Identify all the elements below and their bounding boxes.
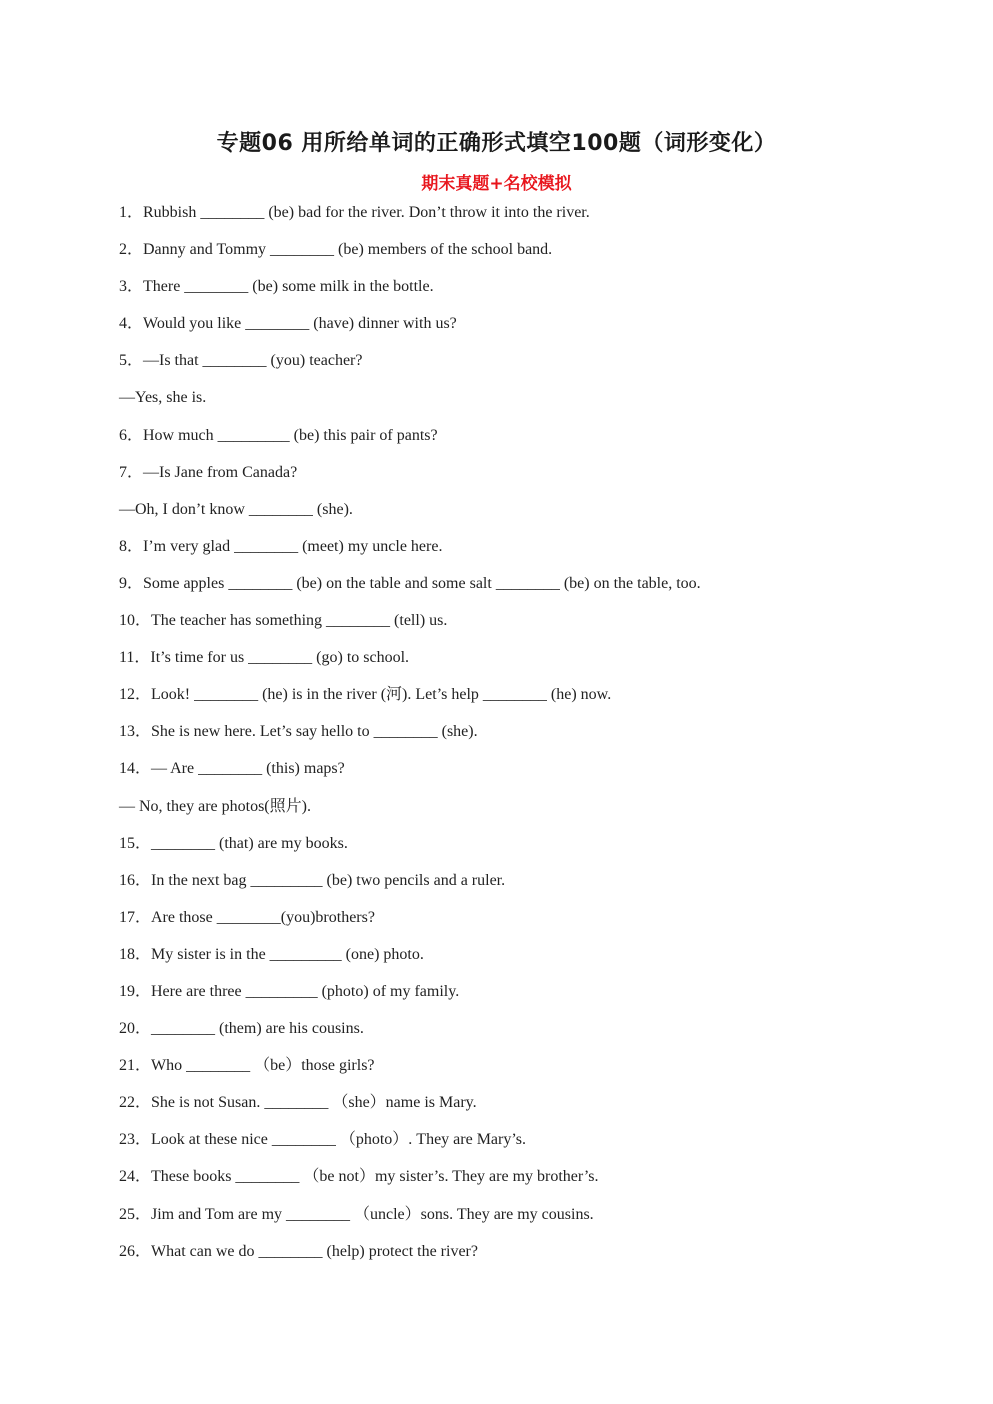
question-line: 13．She is new here. Let’s say hello to ________ (she). — [119, 723, 478, 741]
question-list — [119, 199, 899, 1275]
question-line: 16．In the next bag _________ (be) two pencils and a ruler. — [119, 871, 506, 889]
question-line: 19．Here are three _________ (photo) of my family. — [119, 982, 460, 1000]
question-line: 21．Who ________ （be）those girls? — [119, 1057, 375, 1075]
page-subtitle: 期末真题+名校模拟 — [421, 174, 572, 194]
question-line: 23．Look at these nice ________ （photo）. They are Mary’s. — [119, 1131, 527, 1149]
question-line: 26．What can we do ________ (help) protect the river? — [119, 1242, 478, 1260]
question-line: 4．Would you like ________ (have) dinner with us? — [119, 315, 457, 333]
question-line: 18．My sister is in the _________ (one) photo. — [119, 945, 424, 963]
question-line: 9．Some apples ________ (be) on the table and some salt ________ (be) on the table, too. — [119, 574, 701, 592]
answer-line: —Oh, I don’t know ________ (she). — [119, 500, 353, 518]
question-line: 5．—Is that ________ (you) teacher? — [119, 352, 363, 370]
question-line: 3．There ________ (be) some milk in the bottle. — [119, 278, 434, 296]
question-line: 6．How much _________ (be) this pair of pants? — [119, 426, 438, 444]
question-line: 12．Look! ________ (he) is in the river (河). Let’s help ________ (he) now. — [119, 686, 612, 704]
question-line: 15．________ (that) are my books. — [119, 834, 348, 852]
answer-line: —Yes, she is. — [119, 389, 207, 407]
question-line: 8．I’m very glad ________ (meet) my uncle here. — [119, 537, 443, 555]
question-line: 14．— Are ________ (this) maps? — [119, 760, 345, 778]
question-line: 10．The teacher has something ________ (tell) us. — [119, 612, 448, 630]
answer-line: — No, they are photos(照片). — [119, 797, 311, 815]
question-line: 1．Rubbish ________ (be) bad for the river. Don’t throw it into the river. — [119, 204, 590, 221]
page-title: 专题06 用所给单词的正确形式填空100题（词形变化） — [216, 131, 777, 156]
question-line: 20．________ (them) are his cousins. — [119, 1020, 364, 1038]
question-line: 24．These books ________ （be not）my sister’s. They are my brother’s. — [119, 1168, 599, 1186]
question-line: 22．She is not Susan. ________ （she）name is Mary. — [119, 1094, 477, 1112]
question-line: 11．It’s time for us ________ (go) to school. — [119, 649, 410, 667]
question-line: 7．—Is Jane from Canada? — [119, 463, 298, 481]
question-line: 2．Danny and Tommy ________ (be) members of the school band. — [119, 241, 553, 259]
question-line: 17．Are those ________(you)brothers? — [119, 908, 375, 926]
question-line: 25．Jim and Tom are my ________ （uncle）sons. They are my cousins. — [119, 1205, 594, 1223]
